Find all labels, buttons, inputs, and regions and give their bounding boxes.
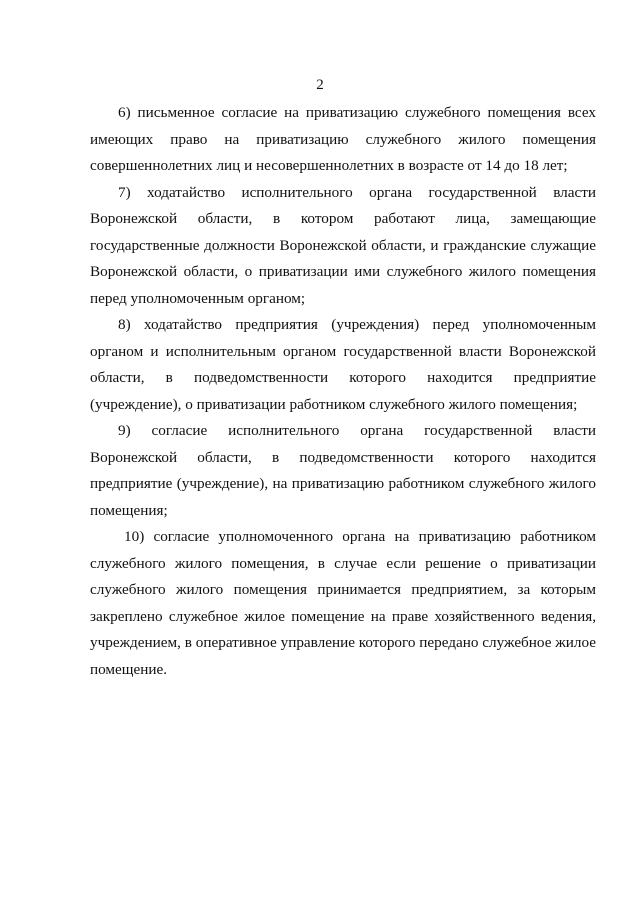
list-item-6: 6) письменное согласие на приватизацию служебного помещения всех имеющих право на приватизацию служебного жилого помещения совершеннолетних лиц и несовершеннолетних в возрасте от 14 до 18 лет; [90,104,596,174]
document-body [90,100,596,683]
page-number: 2 [316,77,324,93]
list-item-10: 10) согласие уполномоченного органа на приватизацию работником служебного жилого помещения, в случае если решение о приватизации служебного жилого помещения принимается предприятием, за которым закреплено служебное жилое помещение на праве хозяйственного ведения, учреждением, в оперативное управление которого передано служебное жилое помещение. [90,528,596,678]
list-item-8: 8) ходатайство предприятия (учреждения) перед уполномоченным органом и исполнительным органом государственной власти Воронежской области, в подведомственности которого находится предприятие (учреждение), о приватизации работником служебного жилого помещения; [90,316,596,413]
list-item-9: 9) согласие исполнительного органа государственной власти Воронежской области, в подведомственности которого находится предприятие (учреждение), на приватизацию работником служебного жилого помещения; [90,422,596,519]
list-item-7: 7) ходатайство исполнительного органа государственной власти Воронежской области, в котором работают лица, замещающие государственные должности Воронежской области, и гражданские служащие Воронежской области, о приватизации ими служебного жилого помещения перед уполномоченным органом; [90,183,596,307]
